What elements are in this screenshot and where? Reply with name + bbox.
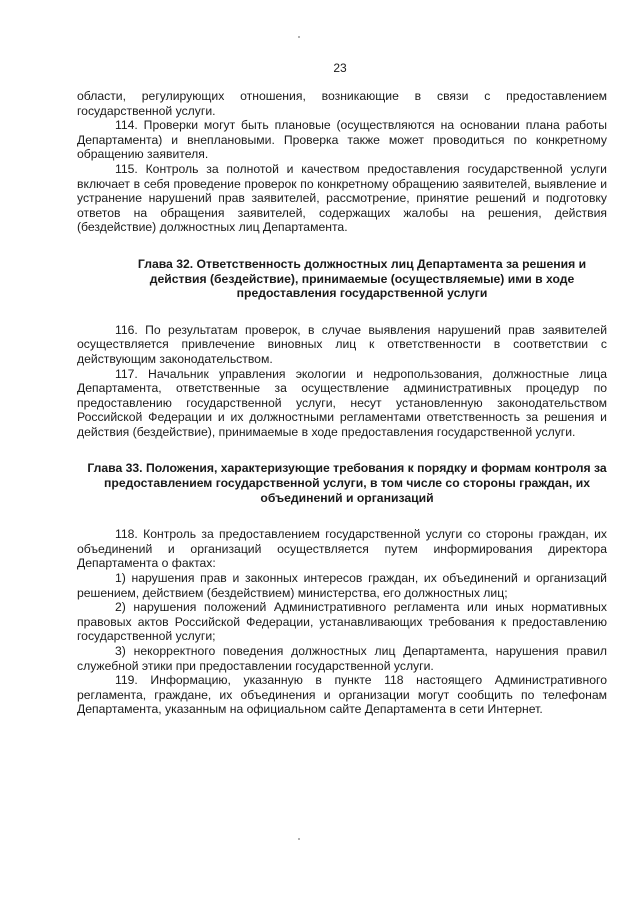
chapter-32-heading: Глава 32. Ответственность должностных лиц Департамента за решения и действия (бездействие), принимаемые (осуществляемые) ими в ходе предоставления государственной услуги [137, 256, 587, 301]
list-item-1: 1) нарушения прав и законных интересов граждан, их объединений и организаций решением, действием (бездействием) министерства, его должностных лиц; [77, 571, 607, 600]
paragraph-continuation: области, регулирующих отношения, возникающие в связи с предоставлением государственной услуги. [77, 89, 607, 118]
scan-speck [298, 838, 300, 840]
document-body [77, 89, 607, 717]
page-number: 23 [333, 61, 347, 75]
scan-speck [298, 36, 300, 38]
list-item-2: 2) нарушения положений Административного регламента или иных нормативных правовых актов Российской Федерации, устанавливающих требования к предоставлению государственной услуги; [77, 600, 607, 644]
paragraph-117: 117. Начальник управления экологии и недропользования, должностные лица Департамента, ответственные за осуществление административных процедур по предоставлению государственной услуги, несут установленную законодательством Российской Федерации и их должностными регламентами ответственность за решения и действия (бездействие), принимаемые в ходе предоставления государственной услуги. [77, 366, 607, 439]
paragraph-119: 119. Информацию, указанную в пункте 118 настоящего Административного регламента, граждане, их объединения и организации могут сообщить по телефонам Департамента, указанным на официальном сайте Департамента в сети Интернет. [77, 673, 607, 717]
paragraph-118: 118. Контроль за предоставлением государственной услуги со стороны граждан, их объединений и организаций осуществляется путем информирования директора Департамента о фактах: [77, 527, 607, 571]
chapter-33-heading: Глава 33. Положения, характеризующие требования к порядку и формам контроля за предоставлением государственной услуги, в том числе со стороны граждан, их объединений и организаций [87, 461, 607, 505]
paragraph-114: 114. Проверки могут быть плановые (осуществляются на основании плана работы Департамента) и внеплановыми. Проверка также может проводиться по конкретному обращению заявителя. [77, 118, 607, 162]
paragraph-116: 116. По результатам проверок, в случае выявления нарушений прав заявителей осуществляется привлечение виновных лиц к ответственности в соответствии с действующим законодательством. [77, 322, 607, 366]
paragraph-115: 115. Контроль за полнотой и качеством предоставления государственной услуги включает в себя проведение проверок по конкретному обращению заявителей, выявление и устранение нарушений прав заявителей, рассмотрение, принятие решений и подготовку ответов на обращения заявителей, содержащих жалобы на решения, действия (бездействие) должностных лиц Департамента. [77, 161, 607, 235]
list-item-3: 3) некорректного поведения должностных лиц Департамента, нарушения правил служебной этики при предоставлении государственной услуги. [77, 644, 607, 673]
